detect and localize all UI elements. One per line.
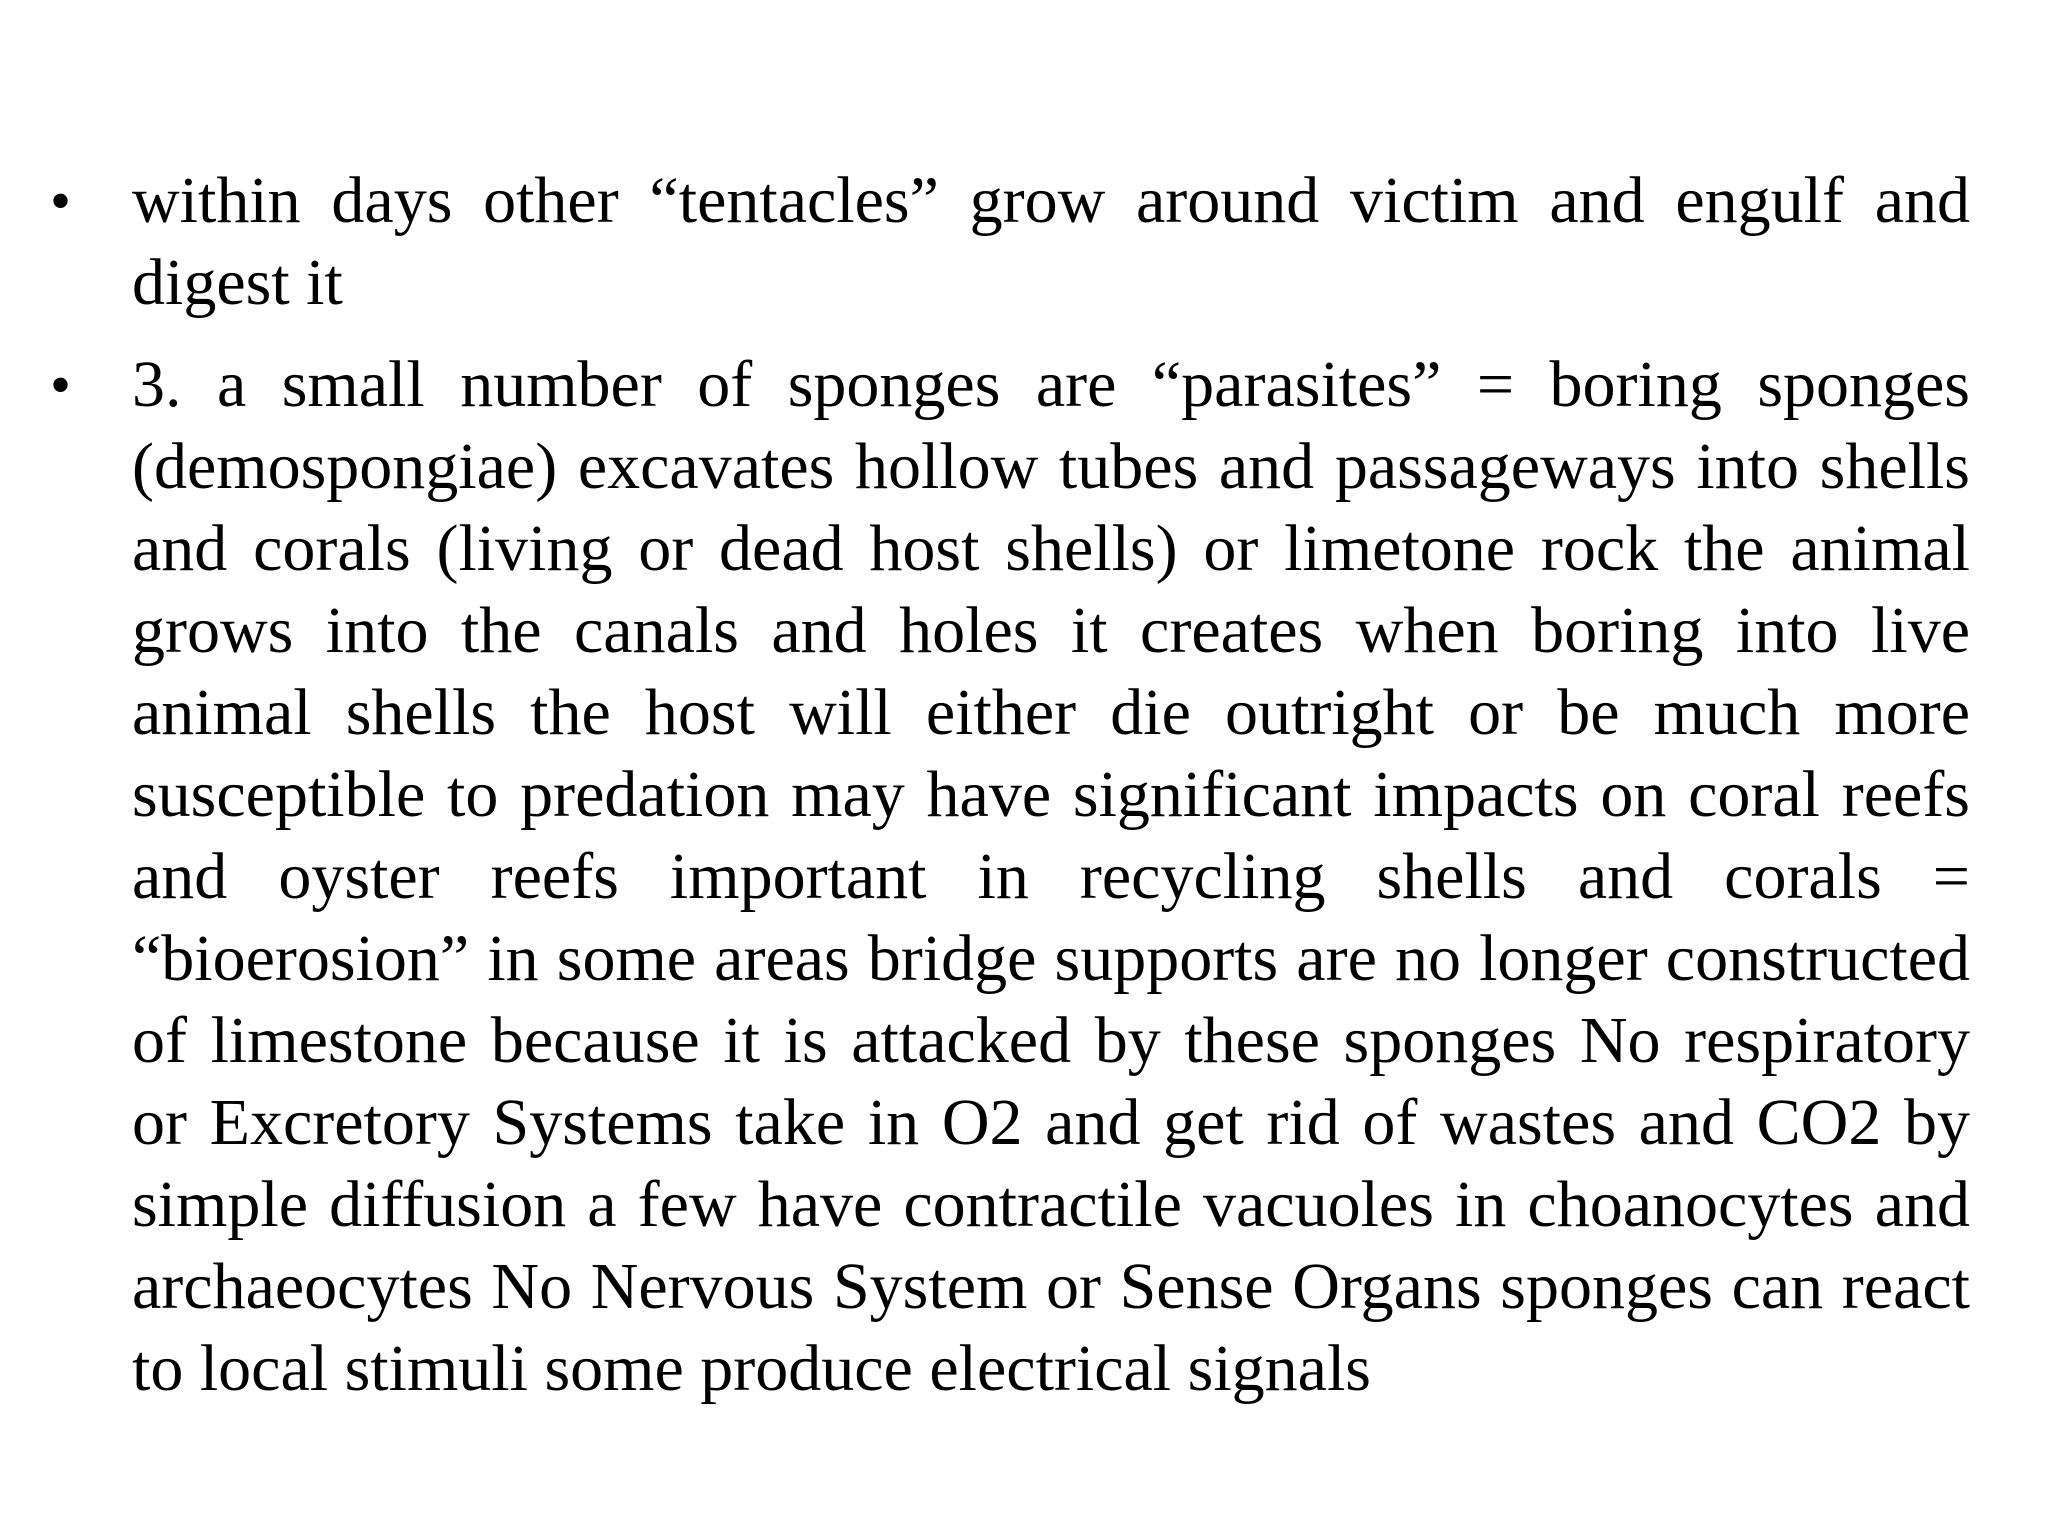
bullet-item-boring-sponges [50,344,1970,1410]
bullet-icon: • [50,352,72,418]
bullet-text: within days other “tentacles” grow around victim and engulf and digest it [132,164,1970,319]
bullet-item-tentacles [50,160,1970,324]
bullet-icon: • [50,168,72,234]
bullet-text: 3. a small number of sponges are “parasites” = boring sponges (demospongiae) excavates hollow tubes and passageways into shells and corals (living or dead host shells) or limetone rock the animal grows into the canals and holes it creates when boring into live animal shells the host will either die outright or be much more susceptible to predation may have significant impacts on coral reefs and oyster reefs important in recycling shells and corals = “bioerosion” in some areas bridge supports are no longer constructed of limestone because it is attacked by these sponges No respiratory or Excretory Systems take in O2 and get rid of wastes and CO2 by simple diffusion a few have contractile vacuoles in choanocytes and archaeocytes No Nervous System or Sense Organs sponges can react to local stimuli some produce electrical signals [132,348,1970,1405]
bullet-list [50,160,1970,1430]
